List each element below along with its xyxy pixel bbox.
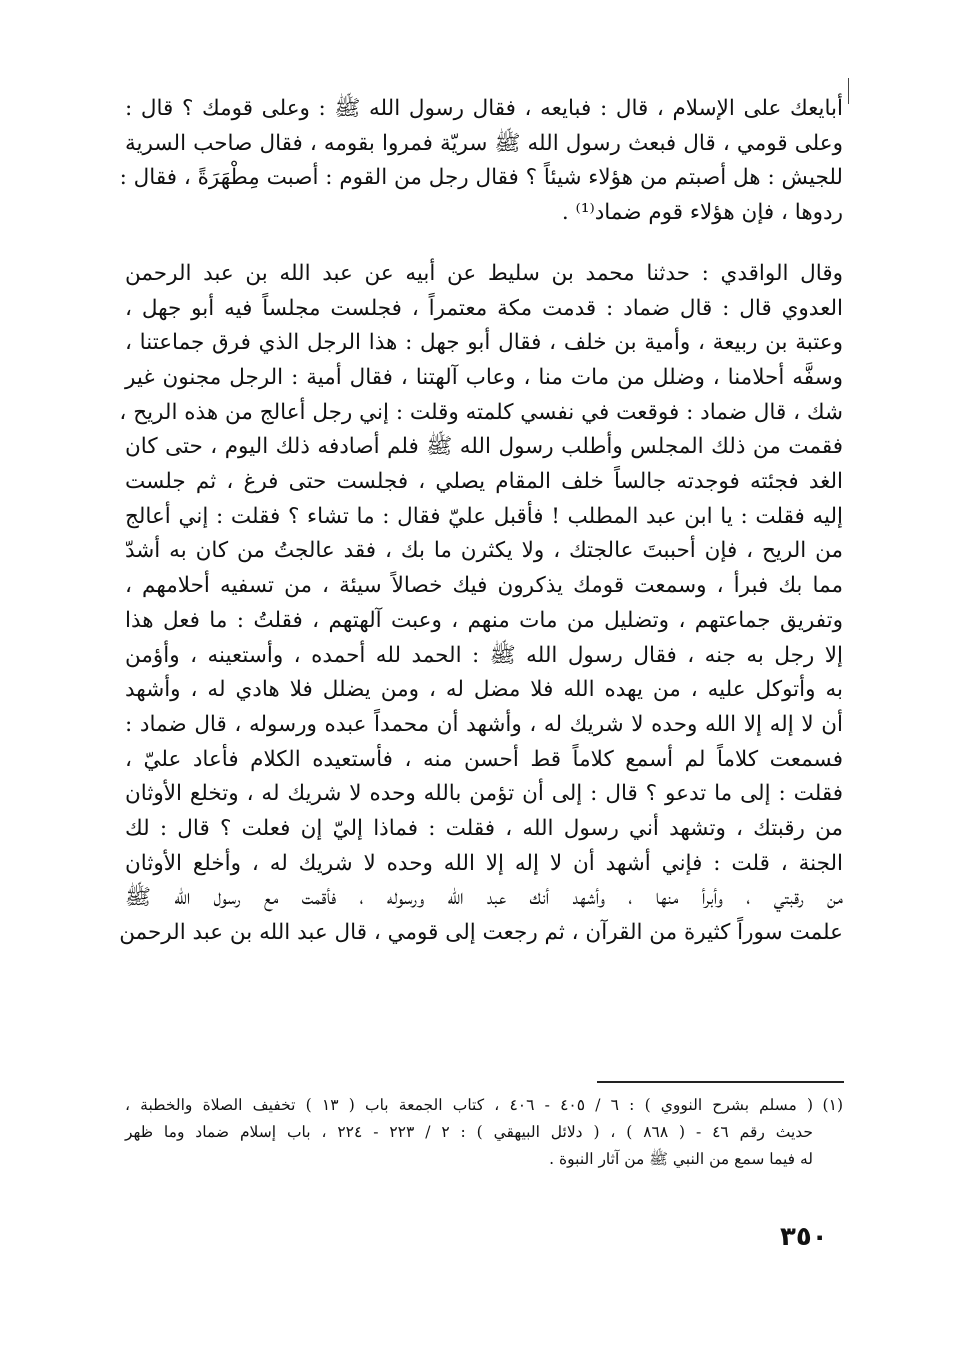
footnote-line: [125, 1119, 843, 1146]
text-line: إليه فقلت : يا ابن عبد المطلب ! فأقبل عليّ فقال : ما تشاء ؟ فقلت : إني أعالج: [125, 503, 843, 529]
footnote-number: (١): [822, 1096, 843, 1114]
text-line: وعتبة بن ربيعة ، وأمية بن خلف ، فقال أبو جهل : هذا الرجل الذي فرق جماعتنا ،: [125, 330, 843, 356]
margin-mark: [848, 78, 849, 104]
text-line: أبايعك على الإسلام ، قال : فبايعه ، فقال رسول الله ﷺ : وعلى قومك ؟ قال :: [125, 96, 843, 121]
footnotes: [125, 1092, 843, 1173]
text-line: من الريح ، فإن أحببتَ عالجتك ، ولا يكثرن ما بك ، فقد عالجتُ من كان به أشدّ: [125, 538, 843, 564]
footnote-divider: [597, 1081, 844, 1083]
footnote-text: حديث رقم ٤٦ - ( ٨٦٨ ) ، ( دلائل البيهقي ) : ٢ / ٢٢٣ - ٢٢٤ ، باب إسلام ضماد وما ظهر: [125, 1123, 813, 1141]
text-line: فسمعت كلاماً لم أسمع كلاماً قط أحسن منه ، فأستعيده الكلام فأعاد عليّ ،: [125, 746, 843, 772]
text-line: به وأتوكل عليه ، من يهده الله فلا مضل له ، ومن يضلل فلا هادي له ، وأشهد: [125, 677, 843, 703]
text-line: العدوي قال : قال ضماد : قدمت مكة معتمراً ، فجلست مجلساً فيه أبو جهل ،: [125, 295, 843, 321]
text-line: وسفَّه أحلامنا ، وضلل من مات منا ، وعاب آلهتنا ، فقال أمية : الرجل مجنون غير: [125, 364, 843, 390]
footnote-text: ( مسلم بشرح النووي ) : ٦ / ٤٠٥ - ٤٠٦ ، كتاب الجمعة باب ( ١٣ ) تخفيف الصلاة والخطبة ،: [125, 1096, 813, 1114]
footnote-line: [125, 1146, 843, 1173]
text-line: ردوها ، فإن هؤلاء قوم ضماد⁽¹⁾ .: [561, 200, 843, 226]
text-line: إلا رجل به جنه ، فقال رسول الله ﷺ : الحمد لله أحمده ، وأستعينه ، وأؤمن: [125, 642, 843, 668]
text-line: للجيش : هل أصبتم من هؤلاء شيئاً ؟ فقال رجل من القوم : أصبت مِطْهَرَةً ، فقال :: [119, 165, 843, 191]
footnote-line: [125, 1092, 843, 1119]
paragraph-1: [119, 92, 843, 231]
text-line: وعلى قومي ، قال فبعث رسول الله ﷺ سريّة فمروا بقومه ، فقال صاحب السرية: [125, 130, 843, 156]
text-line: من رقبتي ، وأبرأ منها ، وأشهد أنك عبد الله ورسوله ، فأقمت مع رسول الله ﷺ: [125, 885, 843, 911]
page-number: ٣٥٠: [780, 1222, 828, 1252]
text-line: أن لا إله إلا الله وحده لا شريك له ، وأشهد أن محمداً عبده ورسوله ، قال ضماد :: [125, 711, 843, 737]
footnote-text: له فيما سمع من النبي ﷺ من آثار النبوة .: [549, 1150, 813, 1168]
text-line: وقال الواقدي : حدثنا محمد بن سليط عن أبيه عن عبد الله بن عبد الرحمن: [125, 260, 843, 286]
text-line: الجنة ، قلت : فإني أشهد أن لا إله إلا الله وحده لا شريك له ، وأخلع الأوثان: [125, 850, 843, 876]
text-line: علمت سوراً كثيرة من القرآن ، ثم رجعت إلى قومي ، قال عبد الله بن عبد الرحمن: [119, 920, 843, 946]
text-line: شك ، قال ضماد : فوقعت في نفسي كلمته وقلت : إني رجل أعالج من هذه الريح ،: [119, 399, 843, 425]
text-line: وتفريق جماعتهم ، وتضليل من مات منهم ، وعبت آلهتهم ، فقلتُ : ما فعل هذا: [125, 607, 843, 633]
page-body: [119, 92, 843, 951]
text-line: من رقبتك ، وتشهد أني رسول الله ، فقلت : فماذا إليّ إن فعلت ؟ قال : لك: [125, 816, 843, 842]
text-line: فقلت : إلى ما تدعو ؟ قال : إلى أن تؤمن بالله وحده لا شريك له ، وتخلع الأوثان: [125, 781, 843, 807]
text-line: الغد فجئته فوجدته جالساً خلف المقام يصلي ، فجلست حتى فرغ ، ثم جلست: [125, 469, 843, 495]
text-line: مما بك فبرأ ، وسمعت قومك يذكرون فيك خصالاً سيئة ، من تسفيه أحلامهم ،: [125, 573, 843, 599]
text-line: فقمت من ذلك المجلس وأطلب رسول الله ﷺ فلم أصادفه ذلك اليوم ، حتى كان: [125, 434, 843, 460]
paragraph-2: [119, 257, 843, 951]
